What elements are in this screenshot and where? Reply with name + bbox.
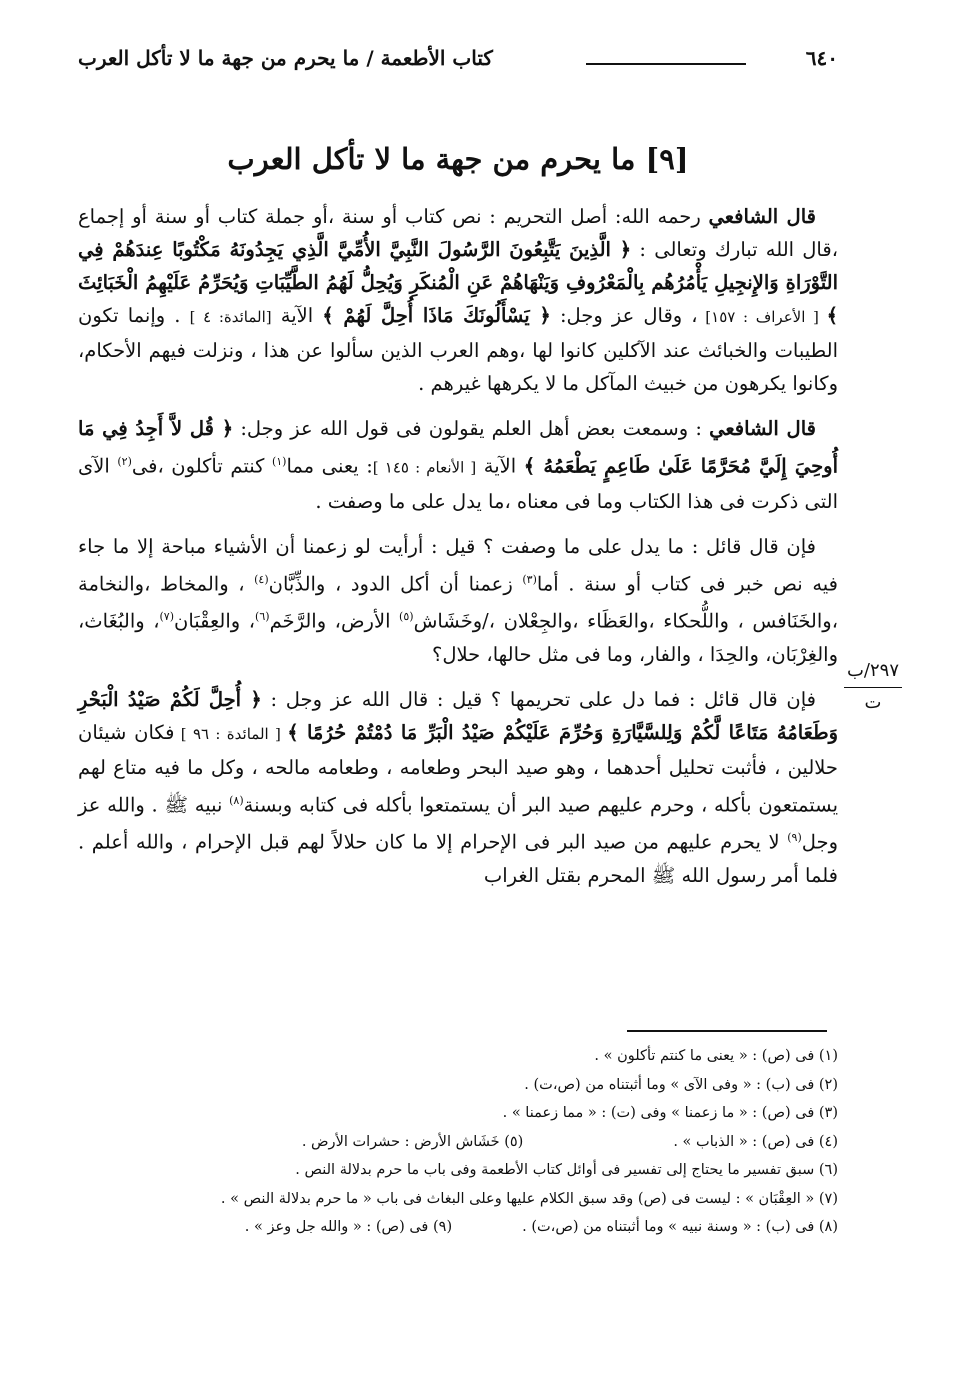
footnote-3: (٣) فى (ص) : « ما زعمنا » وفى (ت) : « مما زعمنا » . — [502, 1105, 838, 1121]
paragraph-2 — [78, 412, 838, 518]
footnote-9: (٩) فى (ص) : « والله جل وعز » . — [244, 1219, 453, 1235]
page-header — [78, 46, 838, 86]
verse-reference: [ المائدة : ٩٦ ] — [174, 724, 288, 743]
text-run: الآية — [476, 454, 524, 478]
text-run: فإن قال قائل : ما يدل على ما وصفت ؟ قيل : أرأيت لو زعمنا أن الأشياء مباحة إلا ما جاء فيه نص خبر فى كتاب أو سنة . أما — [78, 534, 838, 595]
text-run: ، وقال عز وجل: — [550, 304, 698, 327]
text-run: . وإنما تكون الطيبات والخبائث عند الآكلين كانوا لها ،وهم العرب الذين سألوا عن هذا ، ونزلت فيهم الأحكام، وكانوا يكرهون من خبيث المآكل ما لا يكرهها غيرهم . — [78, 304, 838, 395]
text-run: : وسمعت بعض أهل العلم يقولون فى قول الله عز وجل: — [233, 417, 710, 440]
paragraph-4 — [78, 683, 838, 892]
footnote-marker: (٧) — [159, 610, 175, 623]
text-run: فكان شيئان حلالين ، فأثبت تحليل أحدهما ، وهو صيد البحر وطعامه ، وطعامه مالحه ، وكل ما فيه متاع لهم يستمتعون بأكله ، وحرم عليهم صيد البر أن يستمتعوا بأكله فى كتابه وبسنة — [78, 720, 838, 816]
footnote-6: (٦) سبق تفسير ما يحتاج إلى تفسير فى أوائل كتاب الأطعمة وفى باب ما حرم بدلالة النص . — [295, 1162, 838, 1178]
text-run: الآية — [271, 304, 323, 327]
verse-reference: [ الأعراف : ١٥٧] — [697, 308, 827, 326]
footnote-1: (١) فى (ص) : « يعنى ما كنتم تأكلون » . — [594, 1048, 838, 1064]
footnote-marker: (٤) — [254, 572, 269, 586]
footnote-marker: (٢) — [117, 455, 132, 468]
text-run: الأرض، والرَّخَم — [269, 609, 400, 633]
footnote-5: (٥) خَشَاش الأرض : حشرات الأرض . — [301, 1133, 524, 1150]
footnote-marker: (١) — [271, 455, 287, 468]
quran-quote: ﴿ أُحِلَّ لَكُمْ صَيْدُ الْبَحْرِ وَطَعَامُهُ مَتَاعًا لَّكُمْ وَلِلسَّيَّارَةِ وَحُرِّمَ عَلَيْكُمْ صَيْدُ الْبَرِّ مَا دُمْتُمْ حُرُمًا ﴾ — [78, 687, 839, 744]
footnote-7: (٧) « العِقْبَان » : ليست فى (ص) وقد سبق الكلام عليها وعلى البغاث فى باب « ما حرم بدلالة النص » . — [220, 1190, 838, 1207]
text-run: الآى التى ذكرت فى هذا الكتاب وما فى معناه ،ما يدل على ما وصفت . — [78, 454, 838, 513]
text-run: لا يحرم عليهم من صيد البر فى الإحرام إلا ما كان حلالاً لهم قبل الإحرام ، والله أعلم . فلما أمر رسول الله ﷺ المحرم بقتل الغراب — [78, 830, 838, 887]
main-text — [78, 200, 838, 904]
speaker-label: قال الشافعي — [709, 417, 816, 440]
quran-quote: ﴿ الَّذِينَ يَتَّبِعُونَ الرَّسُولَ النَّبِيَّ الأُمِّيَّ الَّذِي يَجِدُونَهُ مَكْتُوبًا عِندَهُمْ فِي التَّوْرَاةِ وَالإِنجِيلِ يَأْمُرُهُم بِالْمَعْرُوفِ وَيَنْهَاهُمْ عَنِ الْمُنكَرِ وَيُحِلُّ لَهُمُ الطَّيِّبَاتِ وَيُحَرِّمُ عَلَيْهِمُ الْخَبَائِثَ ﴾ — [78, 238, 839, 327]
verse-reference: [المائدة: ٤ ] — [189, 308, 272, 326]
margin-folio: ٢٩٧/ب — [846, 660, 900, 681]
footnote-separator — [627, 1030, 827, 1032]
text-run: زعمنا أن أكل الدود ، والذِّبَّان — [268, 572, 523, 595]
text-run: ، والبُغَاث، والغِرْبَان، والحِدَا ، والفار، وما فى مثل حالها، حلال؟ — [78, 609, 838, 666]
footnote-marker: (٦) — [255, 610, 270, 623]
footnote-8: (٨) فى (ب) : « وسنة نبيه » وما أثبتناه من (ص،ت) . — [522, 1219, 838, 1235]
running-head: كتاب الأطعمة / ما يحرم من جهة ما لا تأكل العرب — [78, 46, 493, 70]
footnote-4: (٤) فى (ص) : « الذباب » . — [673, 1133, 838, 1150]
text-run: كنتم تأكلون ،فى — [131, 454, 272, 478]
footnote-row — [78, 1213, 838, 1242]
margin-siglum: ت — [864, 692, 882, 713]
text-run: فإن قال قائل : فما دل على تحريمها ؟ قيل : قال الله عز وجل : — [261, 687, 816, 711]
footnote-marker: (٣) — [522, 572, 537, 586]
verse-reference: [ الأنعام : ١٤٥ ] — [372, 458, 477, 477]
paragraph-3 — [78, 530, 838, 671]
footnote-marker: (٨) — [229, 793, 244, 807]
paragraph-1 — [78, 200, 838, 400]
header-rule — [586, 63, 746, 65]
speaker-label: قال الشافعي — [708, 205, 816, 228]
footnote-row — [78, 1128, 838, 1157]
margin-manuscript-note — [838, 660, 908, 713]
text-run: ، والمخاط ،والنخامة ،والخَنَافس ، واللُّحكاء ،والعَظَاء ،والجِعْلان ،/وخَشَاش — [78, 572, 839, 633]
text-run: ، والعِقْبَان — [174, 609, 256, 633]
margin-rule — [844, 687, 902, 688]
text-run: نبيه ﷺ . والله عز وجل — [78, 793, 838, 854]
text-run: : يعنى مما — [286, 454, 373, 478]
footnote-2: (٢) فى (ب) : « وفى الآى » وما أثبتناه من (ص،ت) . — [524, 1076, 838, 1093]
text-run: رحمه الله: أصل التحريم : نص كتاب أو سنة ،أو جملة كتاب أو سنة أو إجماع ،قال الله تبارك وتعالى : — [78, 205, 838, 261]
footnotes — [78, 1042, 838, 1242]
page-number: ٦٤٠ — [805, 46, 838, 70]
footnote-marker: (٩) — [787, 831, 802, 844]
footnote-marker: (٥) — [399, 610, 414, 623]
quran-quote: ﴿ قُل لاَّ أَجِدُ فِي مَا أُوحِيَ إِلَيَّ مُحَرَّمًا عَلَىٰ طَاعِمٍ يَطْعَمُهُ ﴾ — [78, 417, 838, 478]
quran-quote: ﴿ يَسْأَلُونَكَ مَاذَا أُحِلَّ لَهُمْ ﴾ — [322, 304, 551, 327]
chapter-title: [٩] ما يحرم من جهة ما لا تأكل العرب — [227, 142, 689, 176]
